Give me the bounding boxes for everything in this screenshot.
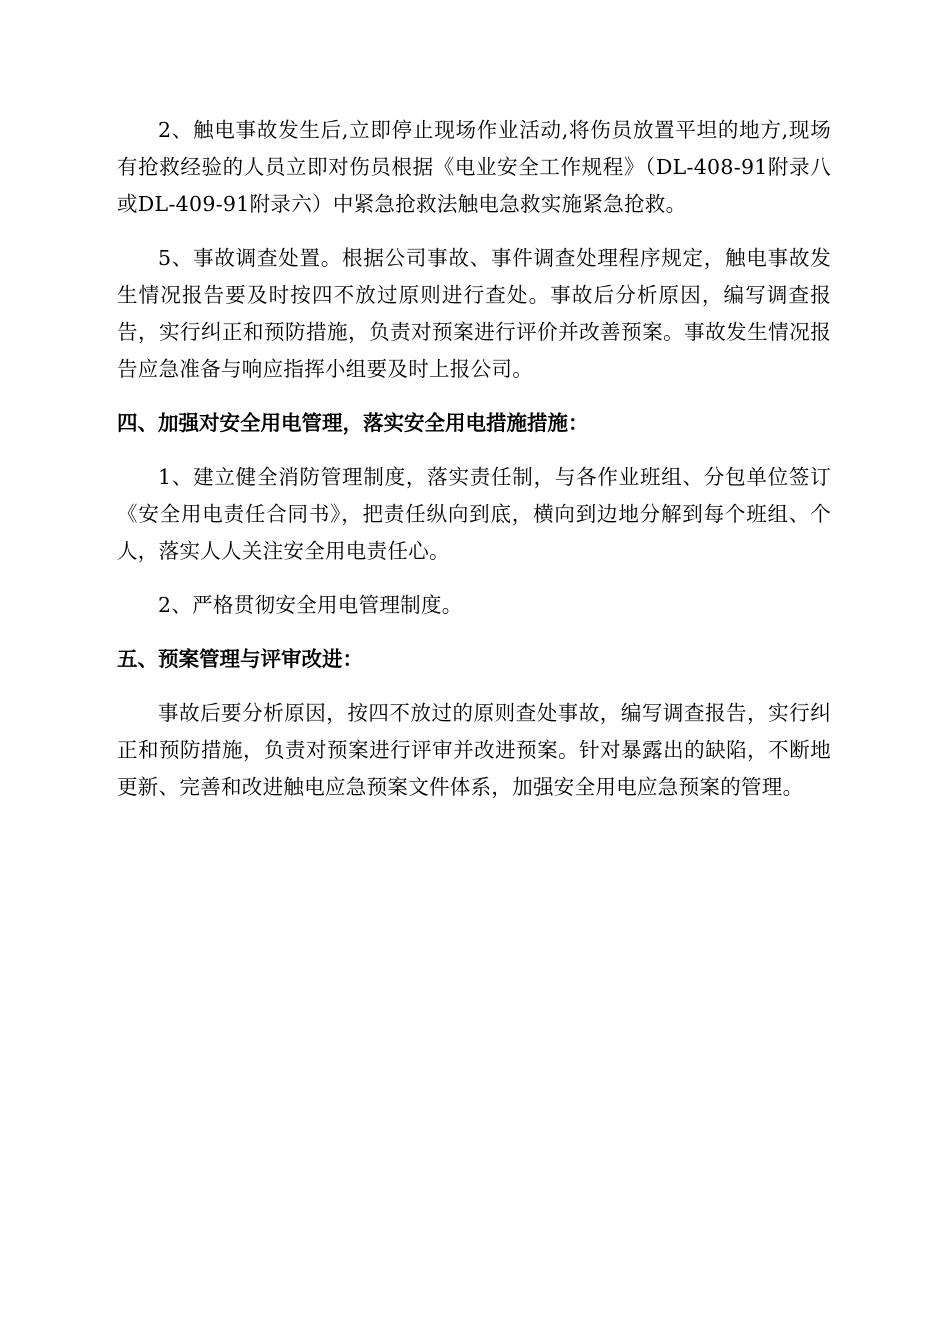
document-page bbox=[117, 112, 831, 823]
section-heading-5: 五、预案管理与评审改进： bbox=[117, 647, 363, 671]
paragraph-strict-implementation: 2、严格贯彻安全用电管理制度。 bbox=[158, 593, 463, 617]
paragraph-accident-investigation: 5、事故调查处置。根据公司事故、事件调查处理程序规定，触电事故发生情况报告要及时按四不放过原则进行查处。事故后分析原因，编写调查报告，实行纠正和预防措施，负责对预案进行评价并改善预案。事故发生情况报告应急准备与响应指挥小组要及时上报公司。 bbox=[117, 246, 831, 381]
paragraph-electric-shock-rescue: 2、触电事故发生后,立即停止现场作业活动,将伤员放置平坦的地方,现场有抢救经验的人员立即对伤员根据《电业安全工作规程》（DL-408-91附录八或DL-409-91附录六）中紧急抢救法触电急救实施紧急抢救。 bbox=[117, 118, 831, 216]
paragraph-plan-review: 事故后要分析原因，按四不放过的原则查处事故，编写调查报告，实行纠正和预防措施，负责对预案进行评审并改进预案。针对暴露出的缺陷，不断地更新、完善和改进触电应急预案文件体系，加强安全用电应急预案的管理。 bbox=[117, 701, 831, 799]
paragraph-management-system: 1、建立健全消防管理制度，落实责任制，与各作业班组、分包单位签订《安全用电责任合同书》，把责任纵向到底，横向到边地分解到每个班组、个人，落实人人关注安全用电责任心。 bbox=[117, 465, 831, 563]
section-heading-4: 四、加强对安全用电管理，落实安全用电措施措施： bbox=[117, 411, 589, 435]
